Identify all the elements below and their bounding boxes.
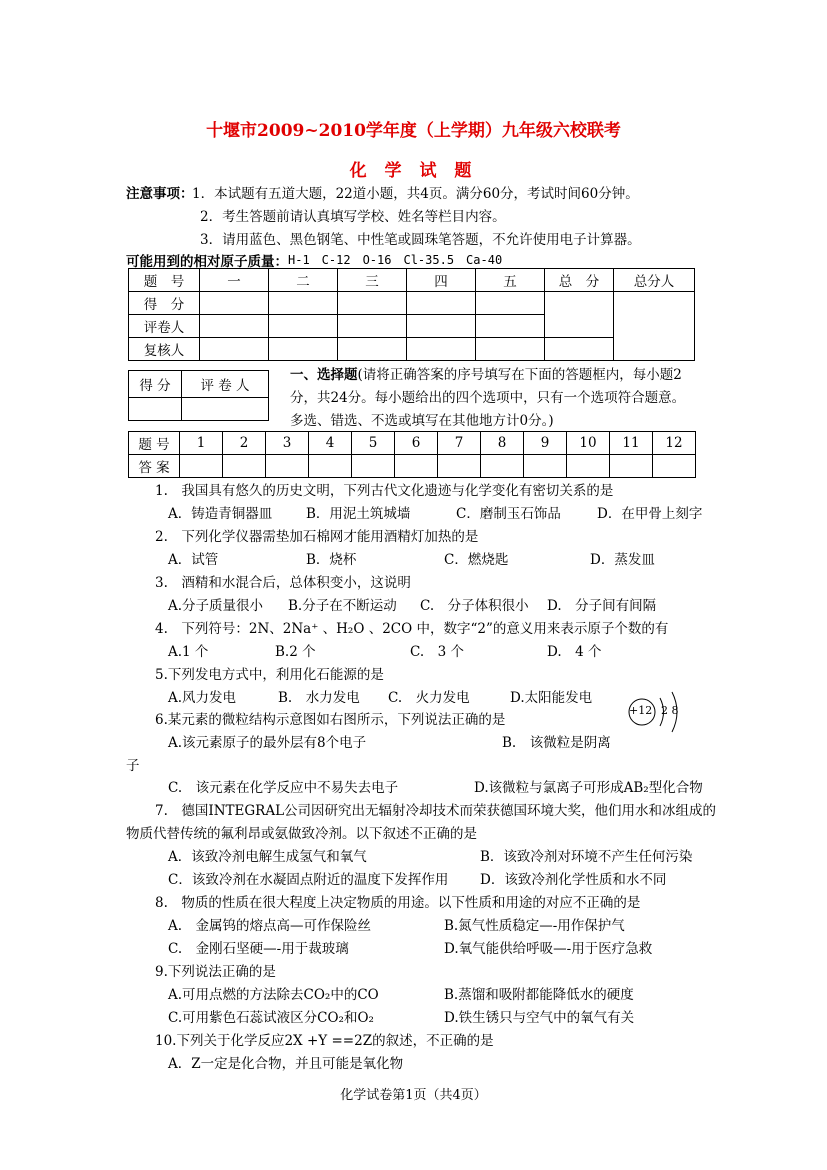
answer-cell[interactable] <box>610 455 653 478</box>
atom-structure-diagram <box>620 684 700 740</box>
score-header: 三 <box>338 269 407 292</box>
q6-option-d: D.该微粒与氯离子可形成AB₂型化合物 <box>474 780 703 796</box>
section1-heading: 一、选择题 <box>290 367 358 383</box>
answer-header: 题 号 <box>129 432 180 455</box>
score-cell[interactable] <box>269 292 338 315</box>
answer-header: 3 <box>266 432 309 455</box>
answer-cell[interactable] <box>223 455 266 478</box>
q8-option-c: C. 金刚石坚硬—-用于裁玻璃 <box>168 941 349 957</box>
answer-table <box>128 431 696 478</box>
score-cell[interactable] <box>407 338 476 361</box>
question-3: 3. 酒精和水混合后，总体积变小，这说明 <box>155 575 411 591</box>
score-header: 一 <box>200 269 269 292</box>
answer-header: 4 <box>309 432 352 455</box>
atomic-mass-values: H-1 C-12 O-16 Cl-35.5 Ca-40 <box>288 253 503 267</box>
q5-option-b: B. 水力发电 <box>278 690 360 706</box>
q8-option-a: A. 金属钨的熔点高—可作保险丝 <box>168 918 372 934</box>
page-subtitle: 化 学 试 题 <box>349 161 478 181</box>
q7-option-c: C．该致冷剂在水凝固点附近的温度下发挥作用 <box>168 872 449 888</box>
score-cell[interactable] <box>200 315 269 338</box>
question-5: 5.下列发电方式中，利用化石能源的是 <box>155 667 384 683</box>
score-table <box>128 268 695 361</box>
score-cell[interactable] <box>200 338 269 361</box>
score-row-label: 评卷人 <box>129 315 200 338</box>
answer-header: 11 <box>610 432 653 455</box>
score-cell[interactable] <box>407 315 476 338</box>
question-7-line-1: 7. 德国INTEGRAL公司因研究出无辐射冷却技术而荣获德国环境大奖，他们用水和冰组成的 <box>155 803 717 819</box>
answer-cell[interactable] <box>266 455 309 478</box>
atomic-mass-label: 可能用到的相对原子质量： <box>126 254 288 270</box>
section1-instructions-2: 分，共24分。每小题给出的四个选项中，只有一个选项符合题意。 <box>290 390 686 406</box>
grader-header: 得 分 <box>129 371 182 398</box>
q3-option-d: D. 分子间有间隔 <box>547 598 657 614</box>
q3-option-c: C. 分子体积很小 <box>420 598 529 614</box>
question-1: 1. 我国具有悠久的历史文明，下列古代文化遗迹与化学变化有密切关系的是 <box>155 483 614 499</box>
score-header: 总分人 <box>614 269 695 292</box>
q3-option-b: B.分子在不断运动 <box>288 598 397 614</box>
question-2: 2. 下列化学仪器需垫加石棉网才能用酒精灯加热的是 <box>155 529 479 545</box>
q2-option-c: C．燃烧匙 <box>444 552 509 568</box>
score-cell[interactable] <box>200 292 269 315</box>
answer-cell[interactable] <box>180 455 223 478</box>
q9-option-a: A.可用点燃的方法除去CO₂中的CO <box>168 987 379 1003</box>
q4-option-d: D. 4 个 <box>547 644 602 660</box>
answer-header: 2 <box>223 432 266 455</box>
grader-table <box>128 370 269 421</box>
score-cell[interactable] <box>476 338 545 361</box>
q6-option-a: A.该元素原子的最外层有8个电子 <box>168 735 367 751</box>
answer-cell[interactable] <box>309 455 352 478</box>
question-7-line-2: 物质代替传统的氟利昂或氨做致冷剂。以下叙述不正确的是 <box>126 826 477 842</box>
answer-header: 8 <box>481 432 524 455</box>
atom-nucleus-label: +12 <box>629 704 653 717</box>
answer-header: 10 <box>567 432 610 455</box>
score-row-label: 得 分 <box>129 292 200 315</box>
score-header: 总 分 <box>545 269 614 292</box>
answer-header: 5 <box>352 432 395 455</box>
answer-cell[interactable] <box>524 455 567 478</box>
atom-shells-label: 2 8 <box>661 704 679 717</box>
score-cell[interactable] <box>476 315 545 338</box>
answer-cell[interactable] <box>395 455 438 478</box>
q1-option-d: D．在甲骨上刻字 <box>597 506 703 522</box>
q7-option-a: A．该致冷剂电解生成氢气和氧气 <box>168 849 367 865</box>
answer-cell[interactable] <box>352 455 395 478</box>
q3-option-a: A.分子质量很小 <box>168 598 264 614</box>
q4-option-c: C. 3 个 <box>410 644 465 660</box>
score-cell[interactable] <box>338 315 407 338</box>
answer-header: 6 <box>395 432 438 455</box>
q7-option-d: D．该致冷剂化学性质和水不同 <box>480 872 667 888</box>
q8-option-b: B.氮气性质稳定—-用作保护气 <box>444 918 625 934</box>
question-8: 8. 物质的性质在很大程度上决定物质的用途。以下性质和用途的对应不正确的是 <box>155 895 641 911</box>
q6-option-c: C. 该元素在化学反应中不易失去电子 <box>168 780 399 796</box>
q4-option-a: A.1 个 <box>168 644 209 660</box>
q10-option-a: A．Z一定是化合物，并且可能是氧化物 <box>168 1056 404 1072</box>
question-10: 10.下列关于化学反应2X +Y ==2Z的叙述，不正确的是 <box>155 1033 494 1049</box>
q2-option-a: A．试管 <box>168 552 219 568</box>
q7-option-b: B．该致冷剂对环境不产生任何污染 <box>480 849 693 865</box>
answer-header: 9 <box>524 432 567 455</box>
q2-option-d: D．蒸发皿 <box>590 552 655 568</box>
section1-instructions-1: (请将正确答案的序号填写在下面的答题框内，每小题2 <box>357 367 682 383</box>
score-header: 题 号 <box>129 269 200 292</box>
score-cell[interactable] <box>338 338 407 361</box>
q6-option-b: B. 该微粒是阴离 <box>502 735 611 751</box>
score-row-label: 复核人 <box>129 338 200 361</box>
total-grader-cell[interactable] <box>614 292 695 361</box>
score-cell[interactable] <box>269 338 338 361</box>
notes-item-3: 3．请用蓝色、黑色钢笔、中性笔或圆珠笔答题，不允许使用电子计算器。 <box>200 232 641 248</box>
q9-option-c: C.可用紫色石蕊试液区分CO₂和O₂ <box>168 1010 374 1026</box>
q2-option-b: B．烧杯 <box>306 552 357 568</box>
section1-intro <box>290 363 682 383</box>
answer-header: 12 <box>653 432 696 455</box>
question-4: 4. 下列符号：2N、2Na⁺ 、H₂O 、2CO 中，数字“2”的意义用来表示原子个数的有 <box>155 621 669 637</box>
notes-item-2: 2．考生答题前请认真填写学校、姓名等栏目内容。 <box>200 209 506 225</box>
q1-option-c: C．磨制玉石饰品 <box>456 506 561 522</box>
q1-option-b: B．用泥土筑城墙 <box>306 506 411 522</box>
answer-header: 7 <box>438 432 481 455</box>
question-9: 9.下列说法正确的是 <box>155 964 276 980</box>
question-6: 6.某元素的微粒结构示意图如右图所示，下列说法正确的是 <box>155 712 506 728</box>
notes-label: 注意事项： <box>126 186 194 202</box>
q1-option-a: A．铸造青铜器皿 <box>168 506 273 522</box>
score-header: 五 <box>476 269 545 292</box>
grader-cell[interactable] <box>182 398 269 421</box>
score-cell[interactable] <box>269 315 338 338</box>
answer-header: 1 <box>180 432 223 455</box>
score-cell[interactable] <box>407 292 476 315</box>
answer-cell[interactable] <box>653 455 696 478</box>
q9-option-b: B.蒸馏和吸附都能降低水的硬度 <box>444 987 634 1003</box>
total-score-cell[interactable] <box>545 292 614 338</box>
score-header: 四 <box>407 269 476 292</box>
answer-cell[interactable] <box>438 455 481 478</box>
score-cell[interactable] <box>545 338 614 361</box>
q4-option-b: B.2 个 <box>275 644 316 660</box>
section1-instructions-3: 多选、错选、不选或填写在其他地方计0分。) <box>290 413 554 429</box>
grader-header: 评 卷 人 <box>182 371 269 398</box>
score-header: 二 <box>269 269 338 292</box>
grader-cell[interactable] <box>129 398 182 421</box>
page-title: 十堰市2009~2010学年度（上学期）九年级六校联考 <box>206 121 621 141</box>
notes-item-1: 1．本试题有五道大题，22道小题，共4页。满分60分，考试时间60分钟。 <box>192 186 639 202</box>
q8-option-d: D.氧气能供给呼吸—-用于医疗急救 <box>444 941 653 957</box>
answer-label: 答 案 <box>129 455 180 478</box>
q9-option-d: D.铁生锈只与空气中的氧气有关 <box>444 1010 635 1026</box>
answer-cell[interactable] <box>481 455 524 478</box>
q6-continuation: 子 <box>126 758 140 774</box>
page-footer: 化学试卷第1页（共4页） <box>340 1088 487 1103</box>
q5-option-c: C. 火力发电 <box>388 690 470 706</box>
score-cell[interactable] <box>338 292 407 315</box>
q5-option-a: A.风力发电 <box>168 690 237 706</box>
answer-cell[interactable] <box>567 455 610 478</box>
score-cell[interactable] <box>476 292 545 315</box>
q5-option-d: D.太阳能发电 <box>510 690 593 706</box>
